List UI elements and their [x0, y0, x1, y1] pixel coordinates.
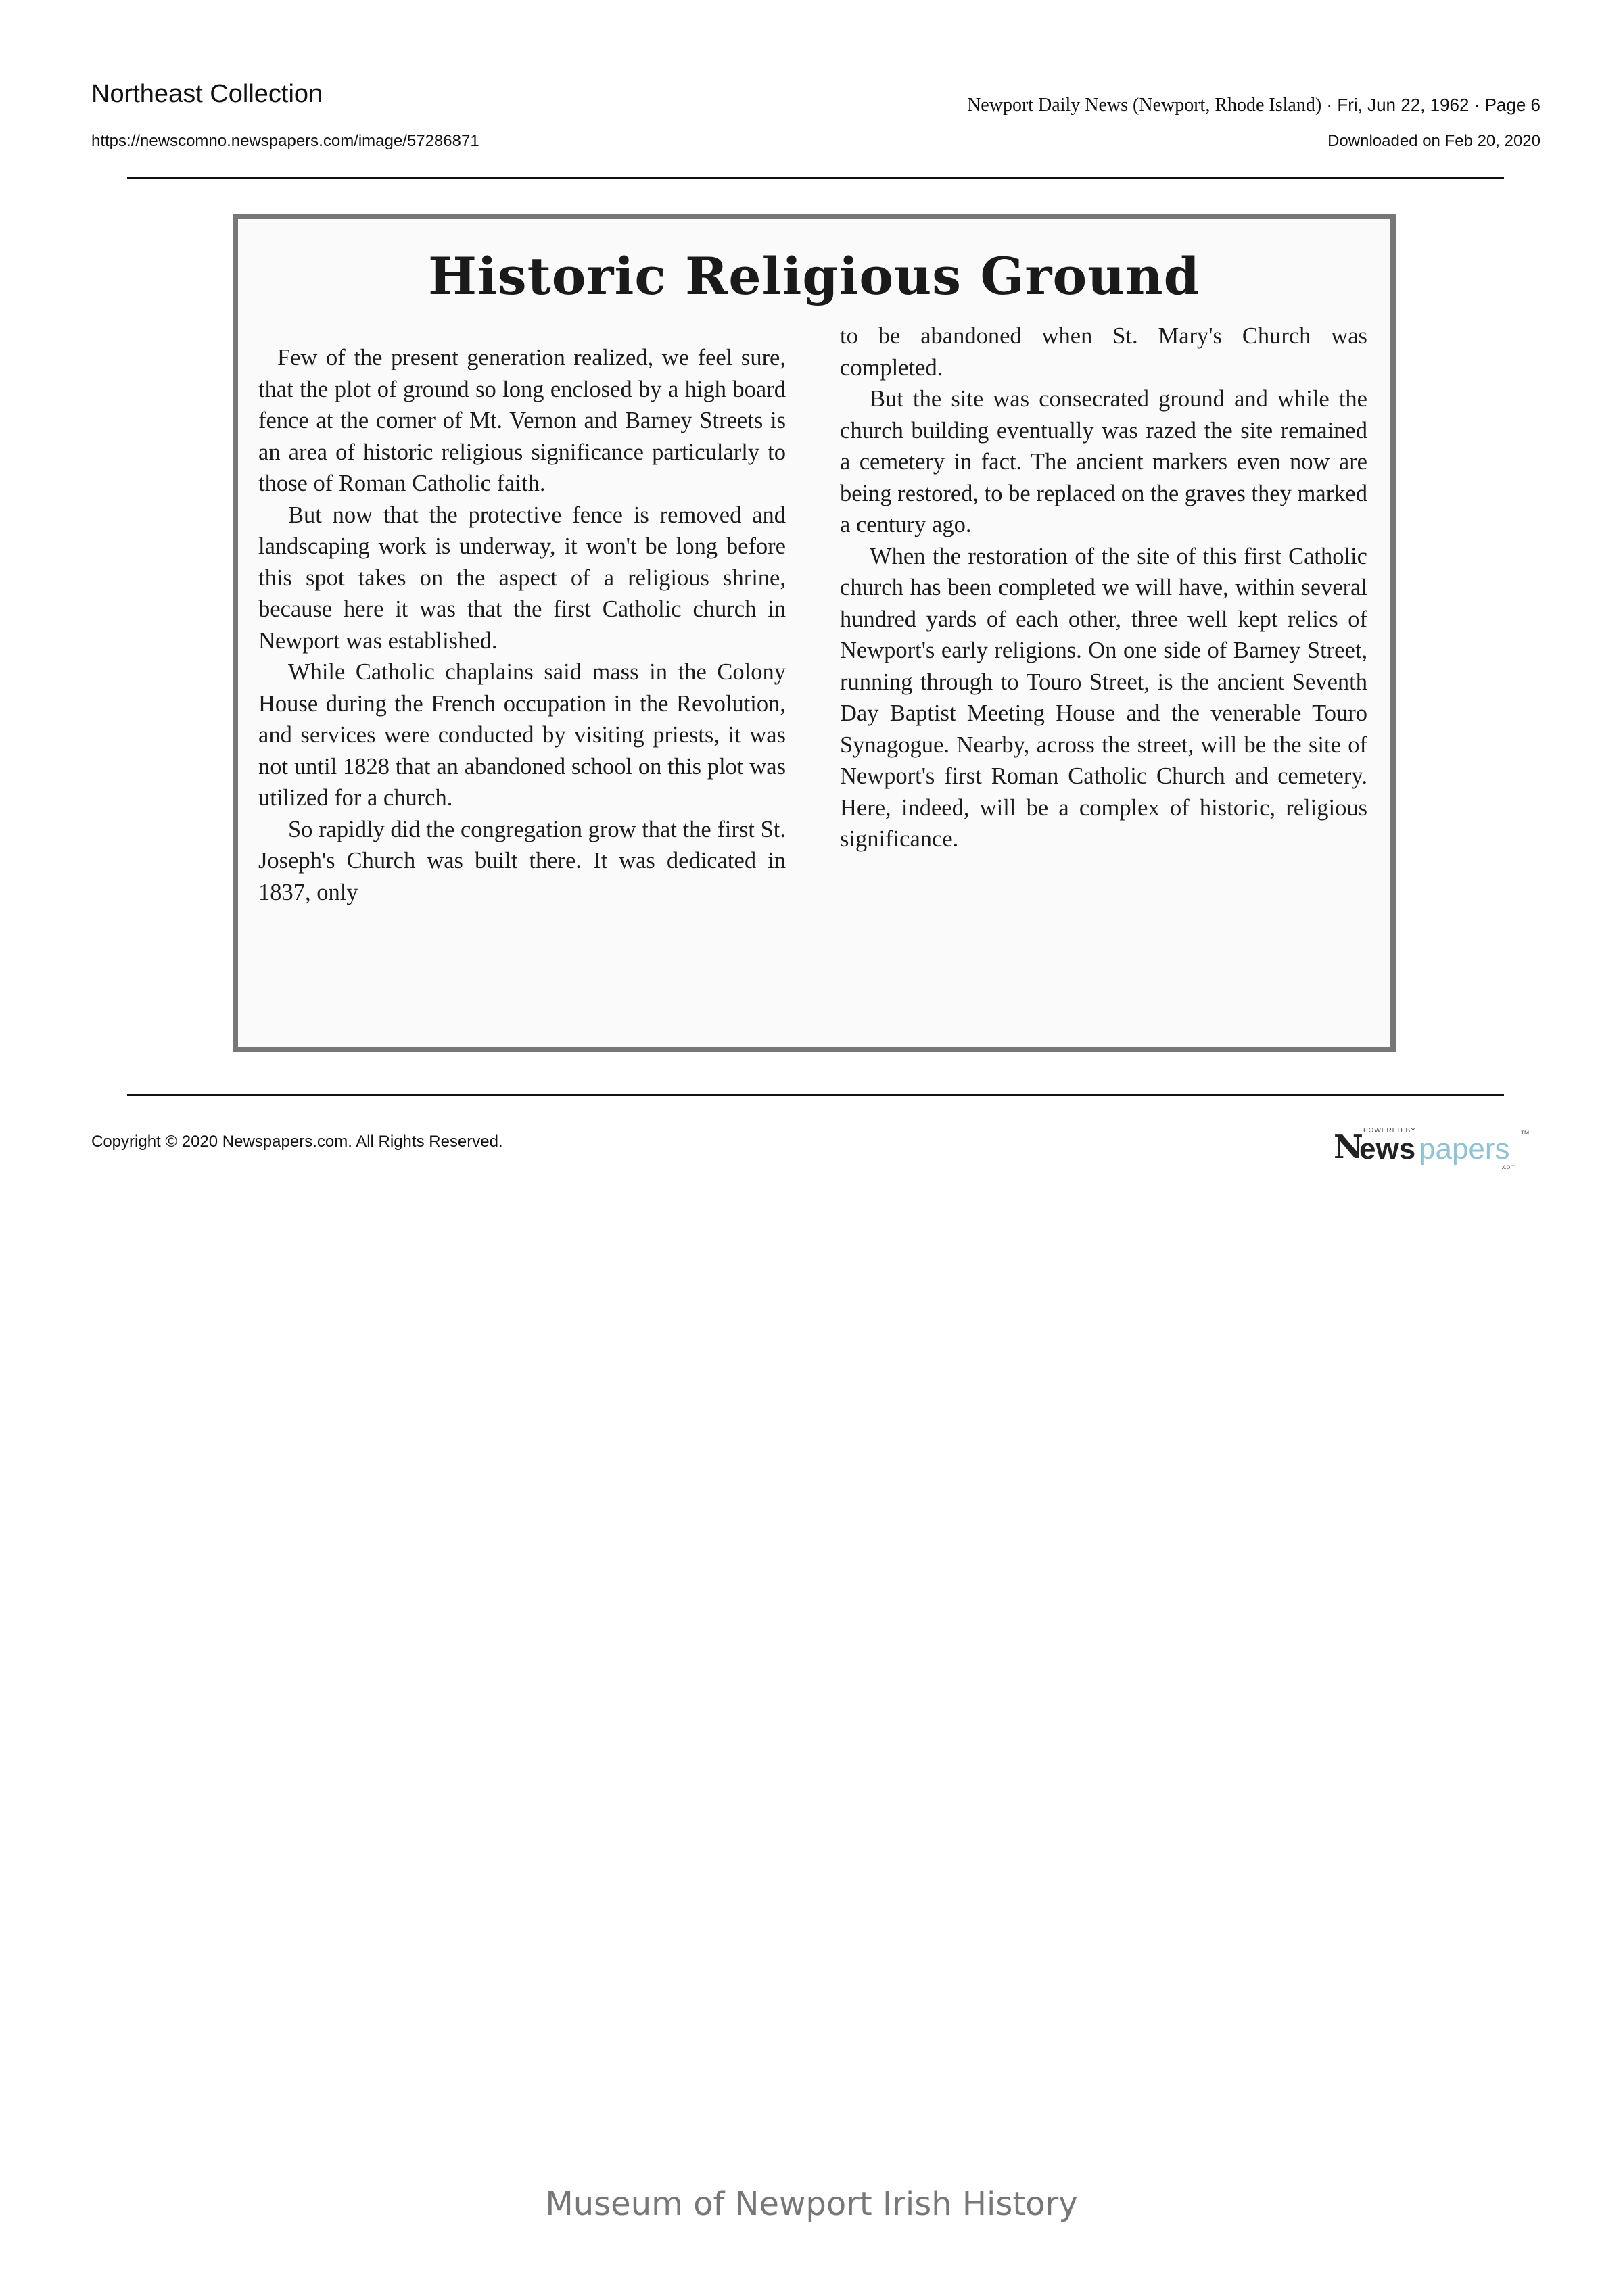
clipping-content — [258, 234, 1370, 1032]
collection-title: Northeast Collection — [91, 80, 323, 108]
article-headline: Historic Religious Ground — [428, 246, 1200, 306]
separator-dot: · — [1474, 95, 1480, 115]
article-column-left — [258, 342, 786, 908]
logo-com: .com — [1501, 1164, 1516, 1171]
separator-dot: · — [1326, 95, 1333, 115]
logo-n-glyph: N — [1334, 1128, 1363, 1166]
page-number: Page 6 — [1484, 95, 1540, 115]
image-url[interactable]: https://newscomno.newspapers.com/image/57286871 — [91, 132, 479, 150]
copyright-notice: Copyright © 2020 Newspapers.com. All Rights Reserved. — [91, 1132, 503, 1151]
logo-ews-text: ews — [1359, 1132, 1416, 1166]
top-divider — [127, 177, 1504, 179]
newspaper-clipping — [233, 214, 1396, 1052]
logo-trademark: ™ — [1520, 1128, 1530, 1139]
logo-powered-by: POWERED BY — [1363, 1127, 1416, 1134]
article-paragraph: Few of the present generation realized, we feel sure, that the plot of ground so long enclosed by a high board fence at the corner of Mt. Vernon and Barney Streets is an area of historic religious significance particularly to those of Roman Catholic faith. — [258, 345, 786, 496]
publication-date: Fri, Jun 22, 1962 — [1337, 95, 1469, 115]
article-paragraph: So rapidly did the congregation grow that the first St. Joseph's Church was built there. It was dedicated in 1837, only — [258, 816, 786, 905]
article-paragraph: When the restoration of the site of this first Catholic church has been completed we will have, within several hundred yards of each other, three well kept relics of Newport's early religions. On one side of Barney Street, running through to Touro Street, is the ancient Seventh Day Baptist Meeting House and the venerable Touro Synagogue. Nearby, across the street, will be the site of Newport's first Roman Catholic Church and cemetery. Here, indeed, will be a complex of historic, religious significance. — [840, 543, 1367, 852]
newspapers-logo[interactable] — [1334, 1126, 1536, 1173]
watermark: Museum of Newport Irish History — [545, 2185, 1078, 2223]
article-column-right — [840, 320, 1367, 855]
article-paragraph: But the site was consecrated ground and while the church building eventually was razed the site remained a cemetery in fact. The ancient markers even now are being restored, to be replaced on the graves they marked a century ago. — [840, 386, 1367, 537]
article-paragraph: But now that the protective fence is removed and landscaping work is underway, it won't be long before this spot takes on the aspect of a religious shrine, because here it was that the first Catholic church in Newport was established. — [258, 502, 786, 654]
logo-papers-text: papers — [1419, 1132, 1510, 1166]
article-paragraph: to be abandoned when St. Mary's Church was completed. — [840, 323, 1367, 381]
article-paragraph: While Catholic chaplains said mass in the Colony House during the French occupation in the Revolution, and services were conducted by visiting priests, it was not until 1828 that an abandoned school on this plot was utilized for a church. — [258, 659, 786, 811]
publication-info — [967, 95, 1540, 116]
bottom-divider — [127, 1094, 1504, 1096]
download-date: Downloaded on Feb 20, 2020 — [1327, 132, 1540, 150]
publication-name: Newport Daily News (Newport, Rhode Island) — [967, 95, 1322, 116]
